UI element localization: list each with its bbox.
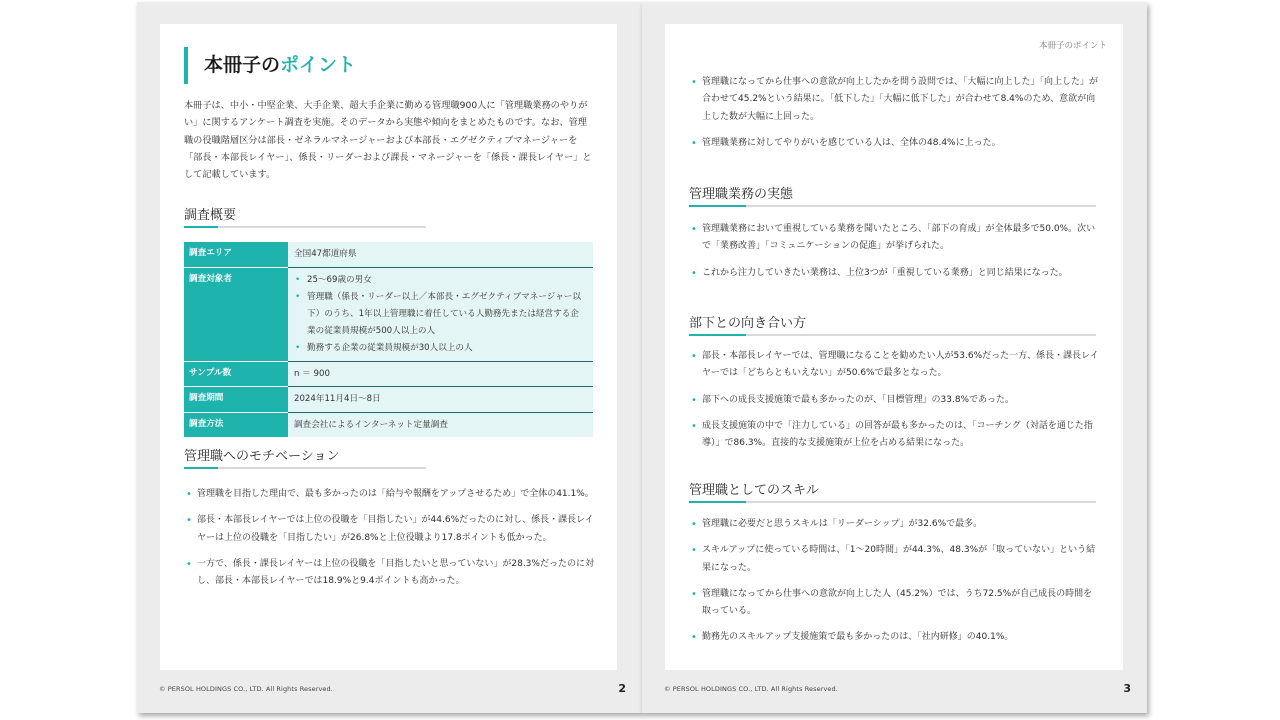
row-label: サンプル数	[184, 361, 288, 387]
row-label: 調査方法	[184, 412, 288, 437]
row-value: 全国47都道府県	[288, 242, 593, 267]
skill-bullets	[689, 516, 1101, 647]
motivation-bullets	[184, 486, 594, 590]
title-accent: ポイント	[280, 54, 357, 76]
page-number: 2	[618, 682, 626, 695]
target-list	[294, 272, 587, 357]
section-heading-skill: 管理職としてのスキル	[689, 479, 1096, 503]
section-heading-actual: 管理職業務の実態	[689, 183, 1096, 207]
row-label: 調査期間	[184, 387, 288, 413]
list-item: • 25～69歳の男女	[294, 272, 587, 289]
list-item: • 管理職になってから仕事への意欲が向上したかを問う設問では、「大幅に向上した」「向上した」が合わせて45.2%という結果に。「低下した」「大幅に低下した」が合わせて8.4%のため、意欲が向上した数が大幅に上回った。	[689, 74, 1101, 126]
intro-bullets	[689, 74, 1101, 152]
list-item: • これから注力していきたい業務は、上位3つが「重視している業務」と同じ結果になった。	[689, 265, 1101, 282]
list-item: • 部下への成長支援施策で最も多かったのが、「目標管理」の33.8%であった。	[689, 392, 1101, 409]
list-item: • 管理職に必要だと思うスキルは「リーダーシップ」が32.6%で最多。	[689, 516, 1101, 533]
list-item: • 管理職業務において重視している業務を聞いたところ、「部下の育成」が全体最多で50.0%。次いで「業務改善」「コミュニケーションの促進」が挙げられた。	[689, 221, 1101, 256]
page-footer	[664, 682, 1131, 696]
page-number: 3	[1123, 682, 1131, 695]
running-head: 本冊子のポイント	[1038, 41, 1107, 51]
intro-paragraph: 本冊子は、中小・中堅企業、大手企業、超大手企業に勤める管理職900人に「管理職業務のやりがい」に関するアンケート調査を実施。そのデータから実態や傾向をまとめたものです。なお、管理職の役職階層区分は部長・ゼネラルマネージャーおよび本部長・エグゼクティブマネージャーを「部長・本部長レイヤー」、係長・リーダーおよび課長・マネージャーを「係長・課長レイヤー」として記載しています。	[184, 100, 592, 181]
title-main: 本冊子の	[204, 54, 281, 76]
section-heading-subordinate: 部下との向き合い方	[689, 312, 1096, 336]
list-item: • 管理職を目指した理由で、最も多かったのは「給与や報酬をアップさせるため」で全体の41.1%。	[184, 486, 594, 503]
list-item: • 部長・本部長レイヤーでは、管理職になることを勧めたい人が53.6%だった一方、係長・課長レイヤーでは「どちらともいえない」が50.6%で最多となった。	[689, 348, 1101, 383]
list-item: • 管理職業務に対してやりがいを感じている人は、全体の48.4%に上った。	[689, 135, 1101, 152]
row-value: 調査会社によるインターネット定量調査	[288, 412, 593, 437]
list-item: • 勤務する企業の従業員規模が30人以上の人	[294, 340, 587, 357]
list-item: • 一方で、係長・課長レイヤーは上位の役職を「目指したいと思っていない」が28.3%だったのに対し、部長・本部長レイヤーでは18.9%と9.4ポイントも高かった。	[184, 556, 594, 591]
table-row	[184, 242, 593, 267]
list-item: • 勤務先のスキルアップ支援施策で最も多かったのは、「社内研修」の40.1%。	[689, 629, 1101, 646]
row-label: 調査エリア	[184, 242, 288, 267]
section-heading-motivation: 管理職へのモチベーション	[184, 445, 426, 469]
list-item: • 成長支援施策の中で「注力している」の回答が最も多かったのは、「コーチング（対話を通じた指導）」で86.3%。直接的な支援施策が上位を占める結果になった。	[689, 418, 1101, 453]
list-item: • 管理職（係長・リーダー以上／本部長・エグゼクティブマネージャー以下）のうち、1年以上管理職に着任している人勤務先または経営する企業の従業員規模が500人以上の人	[294, 289, 587, 340]
section-heading-overview: 調査概要	[184, 204, 426, 228]
list-item: • 部長・本部長レイヤーでは上位の役職を「目指したい」が44.6%だったのに対し、係長・課長レイヤーは上位の役職を「目指したい」が26.8%と上位役職より17.8ポイントも低かった。	[184, 512, 594, 547]
row-value: n ＝ 900	[288, 361, 593, 387]
table-row	[184, 387, 593, 413]
copyright-text: © PERSOL HOLDINGS CO., LTD. All Rights Reserved.	[664, 685, 838, 693]
list-item: • スキルアップに使っている時間は、「1～20時間」が44.3%、48.3%が「取っていない」という結果になった。	[689, 542, 1101, 577]
table-row	[184, 412, 593, 437]
row-label: 調査対象者	[184, 267, 288, 361]
page-title	[184, 47, 356, 84]
subordinate-bullets	[689, 348, 1101, 452]
row-value: 2024年11月4日～8日	[288, 387, 593, 413]
page-footer	[159, 682, 626, 696]
table-row	[184, 361, 593, 387]
actual-bullets	[689, 221, 1101, 282]
row-value	[288, 267, 593, 361]
page-sheet-2	[137, 2, 642, 713]
survey-overview-table	[184, 242, 593, 437]
list-item: • 管理職になってから仕事への意欲が向上した人（45.2%）では、うち72.5%が自己成長の時間を取っている。	[689, 586, 1101, 621]
page-content-3	[665, 24, 1123, 670]
page-content-2	[160, 24, 617, 670]
table-row	[184, 267, 593, 361]
copyright-text: © PERSOL HOLDINGS CO., LTD. All Rights Reserved.	[159, 685, 333, 693]
page-sheet-3	[642, 2, 1147, 713]
